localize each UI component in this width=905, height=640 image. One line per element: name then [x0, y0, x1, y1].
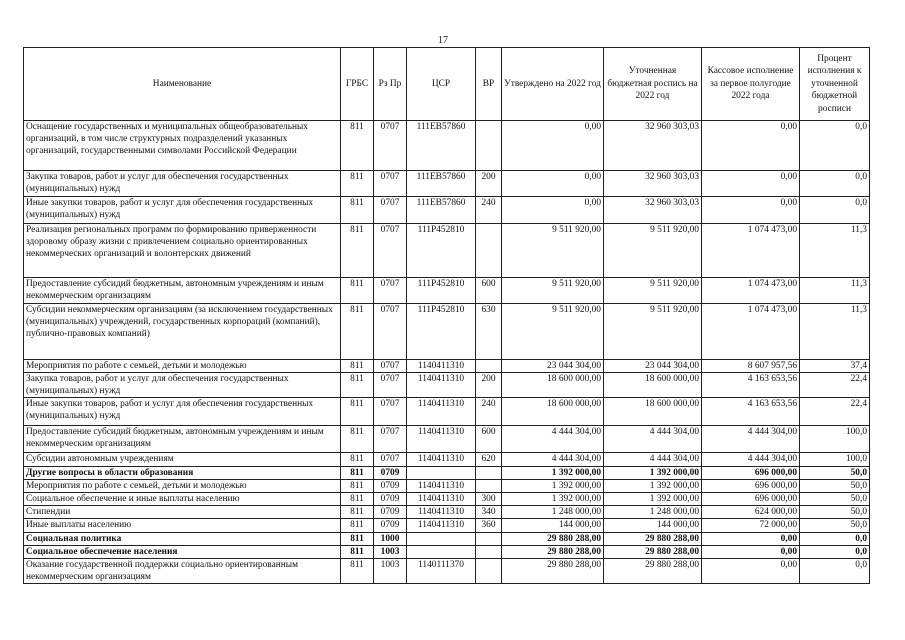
row-cash: 0,00 [702, 171, 800, 197]
row-cash: 696 000,00 [702, 493, 800, 506]
header-refined: Уточненная бюджетная роспись на 2022 год [604, 48, 702, 121]
row-rzpr: 0709 [374, 480, 407, 493]
row-csr [407, 533, 476, 546]
row-rzpr: 0707 [374, 360, 407, 373]
row-refined: 144 000,00 [604, 519, 702, 533]
row-name: Другие вопросы в области образования [24, 467, 341, 480]
row-percent: 100,0 [800, 453, 870, 467]
row-cash: 0,00 [702, 546, 800, 559]
row-approved: 29 880 288,00 [502, 533, 604, 546]
row-name: Субсидии некоммерческим организациям (за исключением государственных (муниципальных) учреждений, государственных корпораций (компаний), публично-правовых компаний) [24, 304, 341, 360]
row-vr: 200 [476, 171, 502, 197]
row-cash: 0,00 [702, 197, 800, 224]
row-rzpr: 0709 [374, 467, 407, 480]
row-csr: 111P452810 [407, 304, 476, 360]
row-grbs: 811 [341, 373, 374, 398]
row-grbs: 811 [341, 426, 374, 453]
row-name: Иные закупки товаров, работ и услуг для обеспечения государственных (муниципальных) нужд [24, 398, 341, 426]
row-refined: 1 392 000,00 [604, 480, 702, 493]
row-rzpr: 0707 [374, 171, 407, 197]
table-row [24, 519, 870, 533]
table-row [24, 467, 870, 480]
row-grbs: 811 [341, 453, 374, 467]
header-grbs: ГРБС [341, 48, 374, 121]
table-row [24, 360, 870, 373]
row-grbs: 811 [341, 171, 374, 197]
table-row [24, 304, 870, 360]
header-percent: Процент исполнения к уточненной бюджетной росписи [800, 48, 870, 121]
row-csr [407, 467, 476, 480]
row-grbs: 811 [341, 559, 374, 584]
row-cash: 1 074 473,00 [702, 224, 800, 278]
row-grbs: 811 [341, 480, 374, 493]
row-cash: 624 000,00 [702, 506, 800, 519]
row-percent: 50,0 [800, 493, 870, 506]
table-row [24, 506, 870, 519]
table-row [24, 546, 870, 559]
row-cash: 1 074 473,00 [702, 278, 800, 304]
table-row [24, 197, 870, 224]
table-row [24, 480, 870, 493]
row-csr: 1140411310 [407, 426, 476, 453]
table-row [24, 493, 870, 506]
row-grbs: 811 [341, 546, 374, 559]
row-name: Закупка товаров, работ и услуг для обеспечения государственных (муниципальных) нужд [24, 373, 341, 398]
row-cash: 72 000,00 [702, 519, 800, 533]
row-approved: 9 511 920,00 [502, 224, 604, 278]
row-name: Мероприятия по работе с семьей, детьми и молодежью [24, 360, 341, 373]
row-percent: 11,3 [800, 304, 870, 360]
row-approved: 0,00 [502, 197, 604, 224]
row-vr [476, 480, 502, 493]
row-vr [476, 121, 502, 171]
row-vr: 240 [476, 197, 502, 224]
row-name: Реализация региональных программ по формированию приверженности здоровому образу жизни с привлечением социально ориентированных некоммерческих организаций и волонтерских движений [24, 224, 341, 278]
row-percent: 37,4 [800, 360, 870, 373]
row-vr [476, 467, 502, 480]
row-approved: 29 880 288,00 [502, 546, 604, 559]
row-csr: 1140411310 [407, 519, 476, 533]
row-vr [476, 533, 502, 546]
row-rzpr: 1003 [374, 546, 407, 559]
row-vr: 360 [476, 519, 502, 533]
row-cash: 696 000,00 [702, 467, 800, 480]
row-refined: 1 392 000,00 [604, 467, 702, 480]
row-refined: 29 880 288,00 [604, 559, 702, 584]
row-approved: 9 511 920,00 [502, 278, 604, 304]
row-csr: 1140111370 [407, 559, 476, 584]
table-row [24, 171, 870, 197]
table-row [24, 559, 870, 584]
row-percent: 22,4 [800, 398, 870, 426]
row-approved: 0,00 [502, 171, 604, 197]
row-percent: 11,3 [800, 224, 870, 278]
row-percent: 50,0 [800, 519, 870, 533]
row-name: Закупка товаров, работ и услуг для обеспечения государственных (муниципальных) нужд [24, 171, 341, 197]
row-percent: 0,0 [800, 533, 870, 546]
row-approved: 18 600 000,00 [502, 398, 604, 426]
row-csr: 1140411310 [407, 480, 476, 493]
row-vr [476, 224, 502, 278]
row-rzpr: 1000 [374, 533, 407, 546]
row-percent: 22,4 [800, 373, 870, 398]
header-name: Наименование [24, 48, 341, 121]
row-refined: 1 248 000,00 [604, 506, 702, 519]
row-rzpr: 0707 [374, 398, 407, 426]
table-row [24, 426, 870, 453]
row-name: Социальное обеспечение и иные выплаты населению [24, 493, 341, 506]
row-grbs: 811 [341, 398, 374, 426]
row-percent: 0,0 [800, 546, 870, 559]
row-percent: 50,0 [800, 480, 870, 493]
row-csr: 1140411310 [407, 360, 476, 373]
row-vr: 200 [476, 373, 502, 398]
row-vr [476, 360, 502, 373]
row-vr: 630 [476, 304, 502, 360]
row-rzpr: 0707 [374, 373, 407, 398]
row-vr [476, 546, 502, 559]
row-name: Оказание государственной поддержки социально ориентированным некоммерческим организациям [24, 559, 341, 584]
row-refined: 18 600 000,00 [604, 398, 702, 426]
row-grbs: 811 [341, 467, 374, 480]
row-csr [407, 546, 476, 559]
page-number: 17 [438, 35, 448, 46]
row-approved: 9 511 920,00 [502, 304, 604, 360]
row-cash: 0,00 [702, 121, 800, 171]
row-approved: 1 248 000,00 [502, 506, 604, 519]
row-cash: 8 607 957,56 [702, 360, 800, 373]
table-header-row [24, 48, 870, 121]
table-row [24, 278, 870, 304]
row-cash: 696 000,00 [702, 480, 800, 493]
row-vr [476, 559, 502, 584]
row-rzpr: 0707 [374, 224, 407, 278]
header-rzpr: Рз Пр [374, 48, 407, 121]
header-cash: Кассовое исполнение за первое полугодие 2022 года [702, 48, 800, 121]
row-rzpr: 0707 [374, 453, 407, 467]
row-rzpr: 0709 [374, 506, 407, 519]
row-cash: 4 163 653,56 [702, 398, 800, 426]
row-refined: 29 880 288,00 [604, 546, 702, 559]
row-name: Иные выплаты населению [24, 519, 341, 533]
row-percent: 11,3 [800, 278, 870, 304]
row-csr: 111P452810 [407, 224, 476, 278]
row-vr: 600 [476, 278, 502, 304]
row-csr: 111P452810 [407, 278, 476, 304]
row-percent: 50,0 [800, 506, 870, 519]
row-name: Социальная политика [24, 533, 341, 546]
row-approved: 29 880 288,00 [502, 559, 604, 584]
row-grbs: 811 [341, 360, 374, 373]
row-vr: 600 [476, 426, 502, 453]
row-name: Предоставление субсидий бюджетным, автономным учреждениям и иным некоммерческим организациям [24, 426, 341, 453]
row-refined: 32 960 303,03 [604, 197, 702, 224]
header-vr: ВР [476, 48, 502, 121]
row-csr: 111EB57860 [407, 197, 476, 224]
table-row [24, 373, 870, 398]
row-refined: 23 044 304,00 [604, 360, 702, 373]
row-name: Стипендии [24, 506, 341, 519]
row-grbs: 811 [341, 304, 374, 360]
row-refined: 1 392 000,00 [604, 493, 702, 506]
row-cash: 4 444 304,00 [702, 453, 800, 467]
row-name: Предоставление субсидий бюджетным, автономным учреждениям и иным некоммерческим организациям [24, 278, 341, 304]
row-percent: 0,0 [800, 197, 870, 224]
row-refined: 9 511 920,00 [604, 304, 702, 360]
row-vr: 300 [476, 493, 502, 506]
row-percent: 0,0 [800, 121, 870, 171]
row-vr: 340 [476, 506, 502, 519]
row-refined: 32 960 303,03 [604, 171, 702, 197]
row-grbs: 811 [341, 506, 374, 519]
row-name: Мероприятия по работе с семьей, детьми и молодежью [24, 480, 341, 493]
row-rzpr: 1003 [374, 559, 407, 584]
row-percent: 100,0 [800, 426, 870, 453]
row-grbs: 811 [341, 278, 374, 304]
budget-table [23, 47, 870, 584]
row-cash: 4 444 304,00 [702, 426, 800, 453]
row-approved: 1 392 000,00 [502, 467, 604, 480]
row-rzpr: 0707 [374, 304, 407, 360]
row-cash: 1 074 473,00 [702, 304, 800, 360]
row-approved: 144 000,00 [502, 519, 604, 533]
row-cash: 4 163 653,56 [702, 373, 800, 398]
row-grbs: 811 [341, 519, 374, 533]
row-approved: 23 044 304,00 [502, 360, 604, 373]
row-grbs: 811 [341, 197, 374, 224]
row-csr: 1140411310 [407, 453, 476, 467]
table-row [24, 533, 870, 546]
row-rzpr: 0707 [374, 197, 407, 224]
row-refined: 4 444 304,00 [604, 453, 702, 467]
row-percent: 0,0 [800, 559, 870, 584]
row-vr: 620 [476, 453, 502, 467]
row-refined: 9 511 920,00 [604, 278, 702, 304]
row-name: Социальное обеспечение населения [24, 546, 341, 559]
header-approved: Утверждено на 2022 год [502, 48, 604, 121]
row-grbs: 811 [341, 533, 374, 546]
table-row [24, 453, 870, 467]
row-csr: 1140411310 [407, 493, 476, 506]
row-refined: 32 960 303,03 [604, 121, 702, 171]
row-csr: 1140411310 [407, 506, 476, 519]
row-cash: 0,00 [702, 533, 800, 546]
row-rzpr: 0707 [374, 121, 407, 171]
row-refined: 29 880 288,00 [604, 533, 702, 546]
row-grbs: 811 [341, 224, 374, 278]
row-percent: 50,0 [800, 467, 870, 480]
table-row [24, 224, 870, 278]
row-approved: 0,00 [502, 121, 604, 171]
row-approved: 18 600 000,00 [502, 373, 604, 398]
table-body [24, 121, 870, 584]
row-percent: 0,0 [800, 171, 870, 197]
row-rzpr: 0709 [374, 493, 407, 506]
row-csr: 111EB57860 [407, 171, 476, 197]
row-approved: 4 444 304,00 [502, 426, 604, 453]
row-refined: 9 511 920,00 [604, 224, 702, 278]
row-csr: 111EB57860 [407, 121, 476, 171]
row-rzpr: 0707 [374, 426, 407, 453]
row-refined: 4 444 304,00 [604, 426, 702, 453]
row-csr: 1140411310 [407, 373, 476, 398]
table-row [24, 121, 870, 171]
row-grbs: 811 [341, 121, 374, 171]
row-name: Оснащение государственных и муниципальных общеобразовательных организаций, в том числе структурных подразделений указанных организаций, государственными символами Российской Федерации [24, 121, 341, 171]
row-approved: 4 444 304,00 [502, 453, 604, 467]
header-csr: ЦСР [407, 48, 476, 121]
row-rzpr: 0709 [374, 519, 407, 533]
row-name: Субсидии автономным учреждениям [24, 453, 341, 467]
table-row [24, 398, 870, 426]
row-rzpr: 0707 [374, 278, 407, 304]
row-csr: 1140411310 [407, 398, 476, 426]
row-approved: 1 392 000,00 [502, 493, 604, 506]
row-approved: 1 392 000,00 [502, 480, 604, 493]
row-name: Иные закупки товаров, работ и услуг для обеспечения государственных (муниципальных) нужд [24, 197, 341, 224]
row-cash: 0,00 [702, 559, 800, 584]
row-vr: 240 [476, 398, 502, 426]
row-grbs: 811 [341, 493, 374, 506]
row-refined: 18 600 000,00 [604, 373, 702, 398]
